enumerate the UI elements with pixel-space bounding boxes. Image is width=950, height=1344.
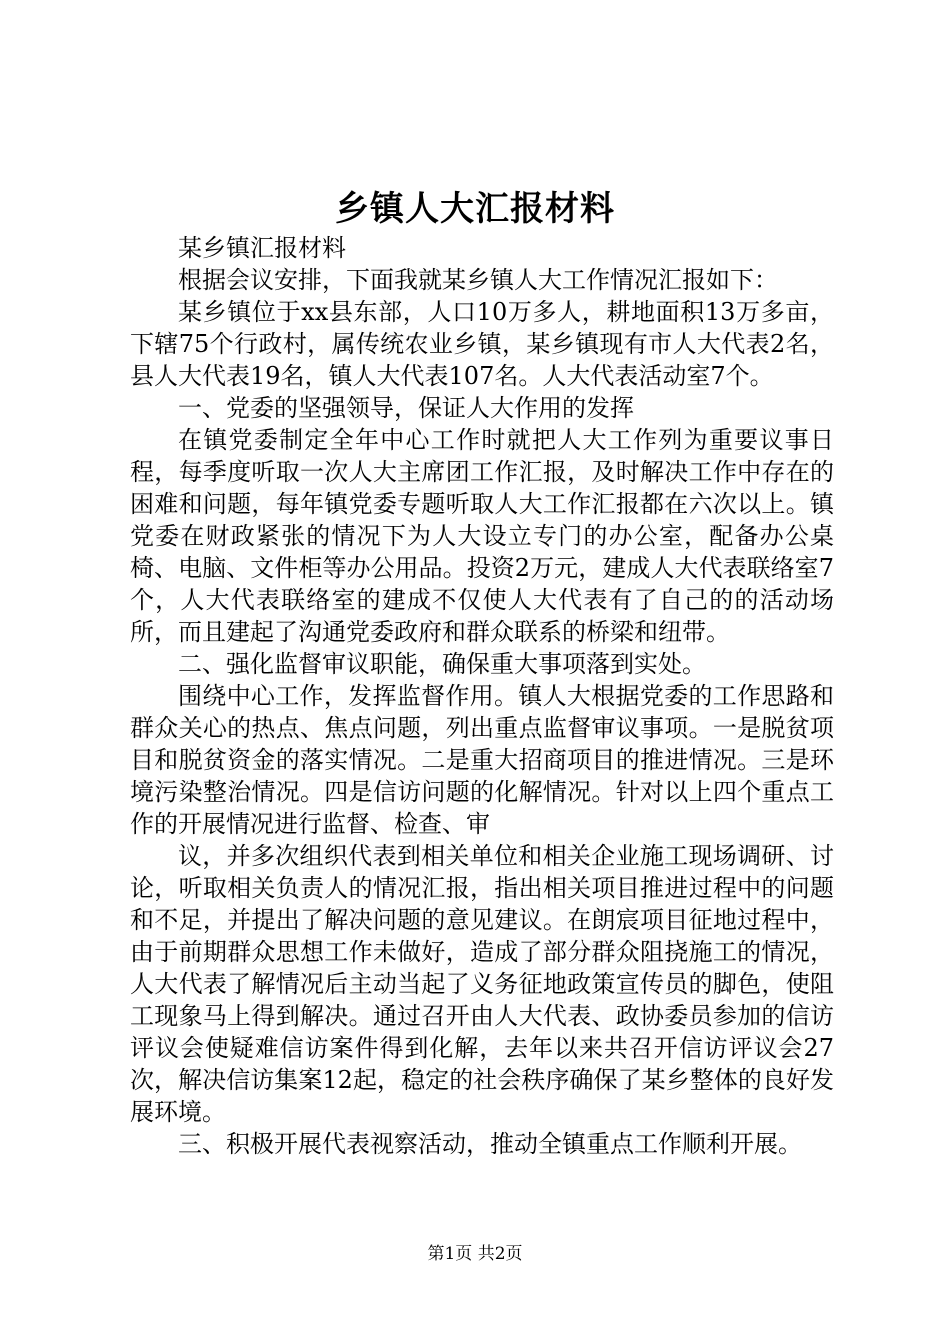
section-heading-3: 三、积极开展代表视察活动，推动全镇重点工作顺利开展。 <box>178 1130 802 1158</box>
paragraph-heading: 某乡镇汇报材料 <box>178 234 346 262</box>
document-title: 乡镇人大汇报材料 <box>335 189 615 229</box>
section-heading-1: 一、党委的坚强领导，保证人大作用的发挥 <box>178 394 634 422</box>
paragraph-section-2b: 议，并多次组织代表到相关单位和相关企业施工现场调研、讨论，听取相关负责人的情况汇报，指出相关项目推进过程中的问题和不足，并提出了解决问题的意见建议。在朗宸项目征地过程中，由于前期群众思想工作未做好，造成了部分群众阻挠施工的情况，人大代表了解情况后主动当起了义务征地政策宣传员的脚色，使阻工现象马上得到解决。通过召开由人大代表、政协委员参加的信访评议会使疑难信访案件得到化解，去年以来共召开信访评议会27次，解决信访集案12起，稳定的社会秩序确保了某乡整体的良好发展环境。 <box>130 842 834 1126</box>
paragraph-section-1: 在镇党委制定全年中心工作时就把人大工作列为重要议事日程，每季度听取一次人大主席团工作汇报，及时解决工作中存在的困难和问题，每年镇党委专题听取人大工作汇报都在六次以上。镇党委在财政紧张的情况下为人大设立专门的办公室，配备办公桌椅、电脑、文件柜等办公用品。投资2万元，建成人大代表联络室7个，人大代表联络室的建成不仅使人大代表有了自己的的活动场所，而且建起了沟通党委政府和群众联系的桥梁和纽带。 <box>130 426 834 646</box>
paragraph-overview: 某乡镇位于xx县东部，人口10万多人，耕地面积13万多亩，下辖75个行政村，属传统农业乡镇，某乡镇现有市人大代表2名，县人大代表19名，镇人大代表107名。人大代表活动室7个。 <box>130 298 834 390</box>
paragraph-intro: 根据会议安排，下面我就某乡镇人大工作情况汇报如下： <box>178 266 778 294</box>
section-heading-2: 二、强化监督审议职能，确保重大事项落到实处。 <box>178 650 706 678</box>
paragraph-section-2a: 围绕中心工作，发挥监督作用。镇人大根据党委的工作思路和群众关心的热点、焦点问题，列出重点监督审议事项。一是脱贫项目和脱贫资金的落实情况。二是重大招商项目的推进情况。三是环境污染整治情况。四是信访问题的化解情况。针对以上四个重点工作的开展情况进行监督、检查、审 <box>130 682 834 838</box>
document-body <box>130 232 834 1160</box>
page-footer: 第1页 共2页 <box>427 1244 523 1264</box>
